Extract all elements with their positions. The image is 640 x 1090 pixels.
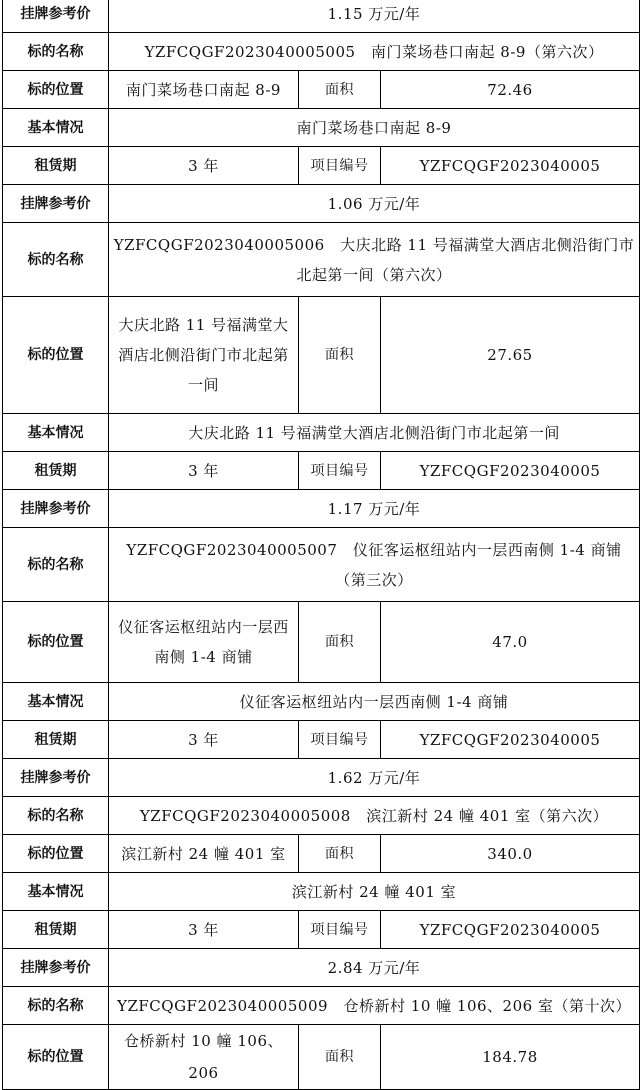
value-location: 南门菜场巷口南起 8-9 [109, 71, 299, 109]
value-name: YZFCQGF2023040005009 仓桥新村 10 幢 106、206 室（第十次） [109, 987, 640, 1025]
row-location [3, 71, 640, 109]
label-area: 面积 [299, 297, 381, 414]
value-area: 184.78 [381, 1025, 640, 1090]
row-price [3, 949, 640, 987]
row-name [3, 528, 640, 602]
label-price: 挂牌参考价 [3, 759, 109, 797]
label-project-no: 项目编号 [299, 911, 381, 949]
row-term [3, 911, 640, 949]
value-price: 1.15 万元/年 [109, 0, 640, 33]
row-basic [3, 683, 640, 721]
label-name: 标的名称 [3, 797, 109, 835]
label-location: 标的位置 [3, 297, 109, 414]
value-term: 3 年 [109, 911, 299, 949]
label-price: 挂牌参考价 [3, 490, 109, 528]
label-basic: 基本情况 [3, 873, 109, 911]
value-area: 340.0 [381, 835, 640, 873]
label-name: 标的名称 [3, 223, 109, 297]
value-price: 1.17 万元/年 [109, 490, 640, 528]
row-basic [3, 109, 640, 147]
label-term: 租赁期 [3, 147, 109, 185]
value-area: 27.65 [381, 297, 640, 414]
value-location: 大庆北路 11 号福满堂大酒店北侧沿街门市北起第一间 [109, 297, 299, 414]
value-area: 72.46 [381, 71, 640, 109]
label-project-no: 项目编号 [299, 452, 381, 490]
label-location: 标的位置 [3, 835, 109, 873]
label-area: 面积 [299, 71, 381, 109]
value-name: YZFCQGF2023040005005 南门菜场巷口南起 8-9（第六次） [109, 33, 640, 71]
row-name [3, 33, 640, 71]
row-name [3, 223, 640, 297]
value-name: YZFCQGF2023040005008 滨江新村 24 幢 401 室（第六次） [109, 797, 640, 835]
value-name: YZFCQGF2023040005006 大庆北路 11 号福满堂大酒店北侧沿街门市北起第一间（第六次） [109, 223, 640, 297]
row-location [3, 835, 640, 873]
row-price [3, 490, 640, 528]
label-name: 标的名称 [3, 33, 109, 71]
row-location [3, 297, 640, 414]
label-term: 租赁期 [3, 911, 109, 949]
value-term: 3 年 [109, 721, 299, 759]
value-project-no: YZFCQGF2023040005 [381, 452, 640, 490]
value-basic: 南门菜场巷口南起 8-9 [109, 109, 640, 147]
label-area: 面积 [299, 602, 381, 683]
value-term: 3 年 [109, 452, 299, 490]
row-basic [3, 414, 640, 452]
value-basic: 大庆北路 11 号福满堂大酒店北侧沿街门市北起第一间 [109, 414, 640, 452]
lease-listing-table [2, 0, 640, 1090]
row-term [3, 721, 640, 759]
label-area: 面积 [299, 835, 381, 873]
value-location: 仓桥新村 10 幢 106、206 [109, 1025, 299, 1090]
label-location: 标的位置 [3, 602, 109, 683]
value-price: 1.06 万元/年 [109, 185, 640, 223]
label-basic: 基本情况 [3, 683, 109, 721]
value-area: 47.0 [381, 602, 640, 683]
row-term [3, 452, 640, 490]
label-location: 标的位置 [3, 1025, 109, 1090]
row-name [3, 797, 640, 835]
label-term: 租赁期 [3, 721, 109, 759]
value-term: 3 年 [109, 147, 299, 185]
row-price [3, 185, 640, 223]
label-project-no: 项目编号 [299, 147, 381, 185]
label-basic: 基本情况 [3, 414, 109, 452]
row-location [3, 602, 640, 683]
value-project-no: YZFCQGF2023040005 [381, 911, 640, 949]
label-name: 标的名称 [3, 528, 109, 602]
value-price: 2.84 万元/年 [109, 949, 640, 987]
value-project-no: YZFCQGF2023040005 [381, 147, 640, 185]
label-price: 挂牌参考价 [3, 949, 109, 987]
label-project-no: 项目编号 [299, 721, 381, 759]
value-basic: 仪征客运枢纽站内一层西南侧 1-4 商铺 [109, 683, 640, 721]
value-project-no: YZFCQGF2023040005 [381, 721, 640, 759]
value-location: 滨江新村 24 幢 401 室 [109, 835, 299, 873]
value-location: 仪征客运枢纽站内一层西南侧 1-4 商铺 [109, 602, 299, 683]
label-basic: 基本情况 [3, 109, 109, 147]
label-term: 租赁期 [3, 452, 109, 490]
label-name: 标的名称 [3, 987, 109, 1025]
row-price [3, 759, 640, 797]
value-price: 1.62 万元/年 [109, 759, 640, 797]
row-price [3, 0, 640, 33]
label-location: 标的位置 [3, 71, 109, 109]
row-location [3, 1025, 640, 1090]
row-term [3, 147, 640, 185]
row-name [3, 987, 640, 1025]
label-area: 面积 [299, 1025, 381, 1090]
value-name: YZFCQGF2023040005007 仪征客运枢纽站内一层西南侧 1-4 商铺（第三次） [109, 528, 640, 602]
label-price: 挂牌参考价 [3, 185, 109, 223]
value-basic: 滨江新村 24 幢 401 室 [109, 873, 640, 911]
row-basic [3, 873, 640, 911]
label-price: 挂牌参考价 [3, 0, 109, 33]
